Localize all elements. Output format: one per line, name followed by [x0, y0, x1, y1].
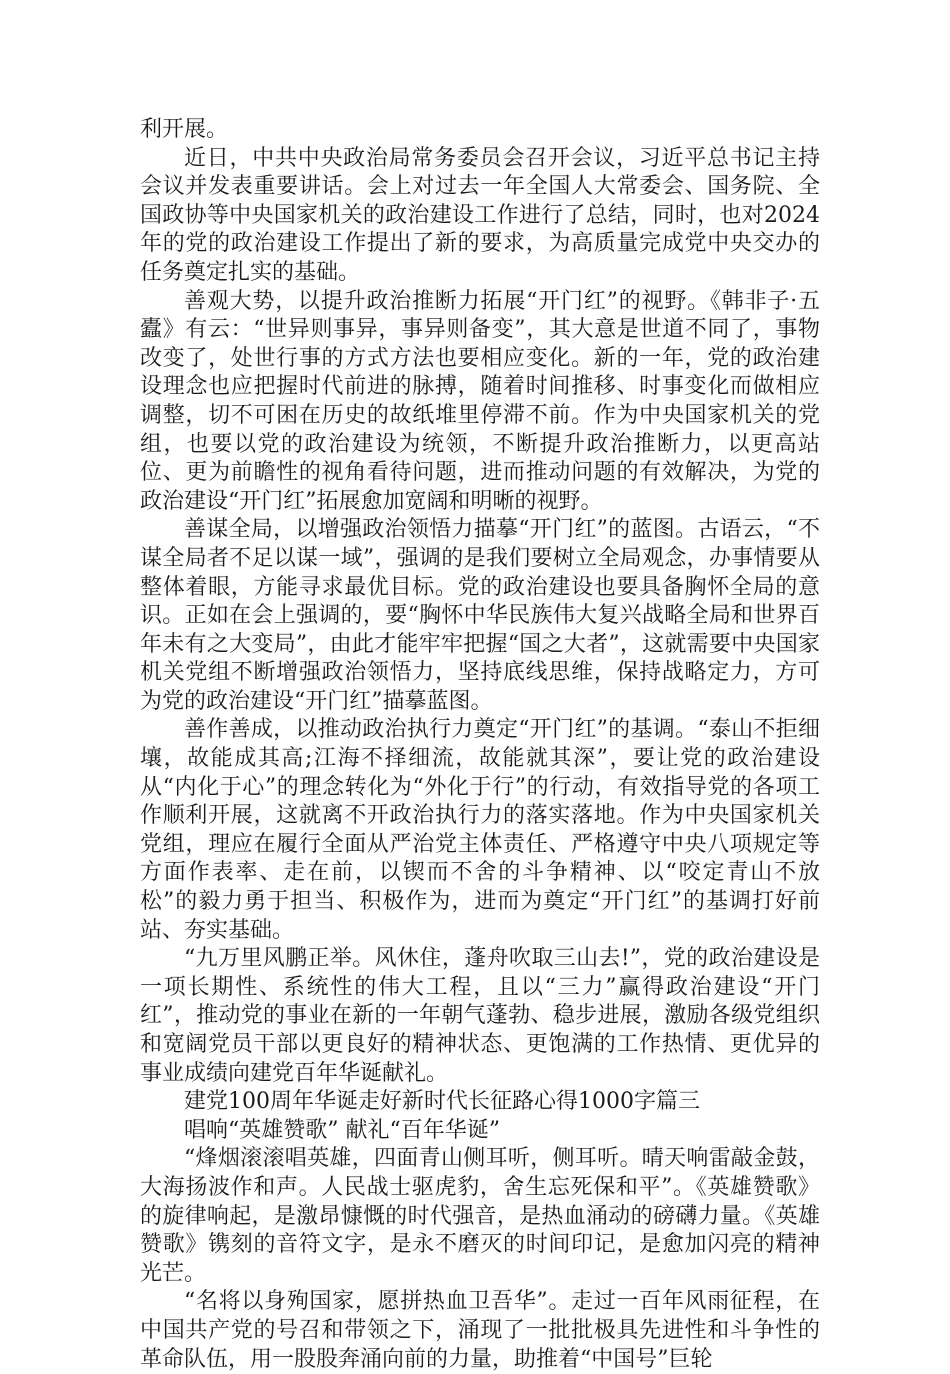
paragraph: “九万里风鹏正举。风休住，蓬舟吹取三山去!”，党的政治建设是一项长期性、系统性的伟大工程，且以“三力”赢得政治建设“开门红”，推动党的事业在新的一年朝气蓬勃、稳步进展，激励各级党组织和宽阔党员干部以更良好的精神状态、更饱满的工作热情、更优异的事业成绩向建党百年华诞献礼。: [140, 946, 820, 1086]
document-body: [140, 116, 820, 1374]
paragraph: 善观大势，以提升政治推断力拓展“开门红”的视野。《韩非子·五蠹》有云：“世异则事异，事异则备变”，其大意是世道不同了，事物改变了，处世行事的方式方法也要相应变化。新的一年，党的政治建设理念也应把握时代前进的脉搏，随着时间推移、时事变化而做相应调整，切不可困在历史的故纸堆里停滞不前。作为中央国家机关的党组，也要以党的政治建设为统领，不断提升政治推断力，以更高站位、更为前瞻性的视角看待问题，进而推动问题的有效解决，为党的政治建设“开门红”拓展愈加宽阔和明晰的视野。: [140, 288, 820, 514]
paragraph: 善作善成，以推动政治执行力奠定“开门红”的基调。“泰山不拒细壤，故能成其高;江海不择细流，故能就其深”，要让党的政治建设从“内化于心”的理念转化为“外化于行”的行动，有效指导党的各项工作顺利开展，这就离不开政治执行力的落实落地。作为中央国家机关党组，理应在履行全面从严治党主体责任、严格遵守中央八项规定等方面作表率、走在前，以锲而不舍的斗争精神、以“咬定青山不放松”的毅力勇于担当、积极作为，进而为奠定“开门红”的基调打好前站、夯实基础。: [140, 717, 820, 943]
paragraph: 善谋全局，以增强政治领悟力描摹“开门红”的蓝图。古语云，“不谋全局者不足以谋一域”，强调的是我们要树立全局观念，办事情要从整体着眼，方能寻求最优目标。党的政治建设也要具备胸怀全局的意识。正如在会上强调的，要“胸怀中华民族伟大复兴战略全局和世界百年未有之大变局”，由此才能牢牢把握“国之大者”，这就需要中央国家机关党组不断增强政治领悟力，坚持底线思维，保持战略定力，方可为党的政治建设“开门红”描摹蓝图。: [140, 517, 820, 714]
section-heading: 建党100周年华诞走好新时代长征路心得1000字篇三: [184, 1089, 700, 1115]
paragraph: “名将以身殉国家，愿拼热血卫吾华”。走过一百年风雨征程，在中国共产党的号召和带领之下，涌现了一批批极具先进性和斗争性的革命队伍，用一股股奔涌向前的力量，助推着“中国号”巨轮: [140, 1289, 820, 1372]
paragraph: “烽烟滚滚唱英雄，四面青山侧耳听，侧耳听。晴天响雷敲金鼓，大海扬波作和声。人民战士驱虎豹，舍生忘死保和平”。《英雄赞歌》的旋律响起，是激昂慷慨的时代强音，是热血涌动的磅礴力量。《英雄赞歌》镌刻的音符文字，是永不磨灭的时间印记，是愈加闪亮的精神光芒。: [140, 1146, 820, 1286]
paragraph: 利开展。: [140, 117, 229, 142]
section-subheading: 唱响“英雄赞歌” 献礼“百年华诞”: [184, 1117, 500, 1143]
paragraph: 近日，中共中央政治局常务委员会召开会议，习近平总书记主持会议并发表重要讲话。会上对过去一年全国人大常委会、国务院、全国政协等中央国家机关的政治建设工作进行了总结，同时，也对2024年的党的政治建设工作提出了新的要求，为高质量完成党中央交办的任务奠定扎实的基础。: [140, 145, 820, 285]
